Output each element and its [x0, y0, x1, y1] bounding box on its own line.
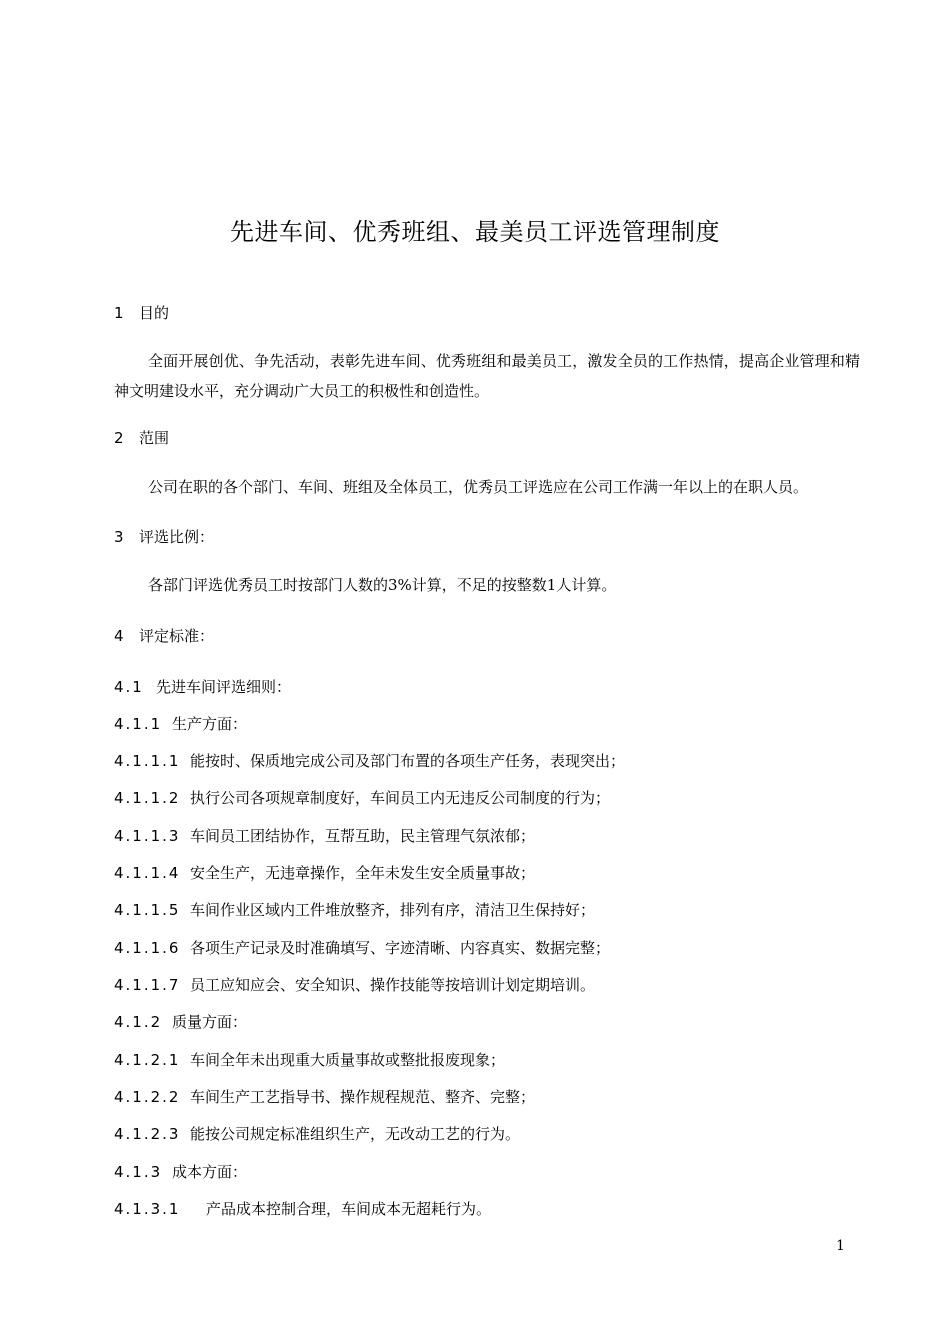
item-number: 4.1.1.3: [114, 827, 181, 845]
item-text: 车间生产工艺指导书、操作规程规范、整齐、完整；: [190, 1088, 536, 1106]
item-text: 质量方面：: [172, 1013, 248, 1031]
list-item: [114, 974, 595, 995]
list-item: [114, 862, 535, 883]
item-number: 4.1.3.1: [114, 1200, 181, 1218]
list-item: [114, 676, 291, 697]
section-1-heading: [114, 302, 169, 323]
item-number: 4.1.2.2: [114, 1088, 181, 1106]
item-text: 产品成本控制合理，车间成本无超耗行为。: [206, 1200, 492, 1218]
item-number: 4.1.2.1: [114, 1051, 181, 1069]
list-item: [114, 713, 247, 734]
list-item: [114, 787, 610, 808]
list-item: [114, 899, 595, 920]
section-3-heading: [114, 526, 214, 547]
section-1-paragraph: 全面开展创优、争先活动，表彰先进车间、优秀班组和最美员工，激发全员的工作热情，提高企业管理和精神文明建设水平，充分调动广大员工的积极性和创造性。: [114, 352, 860, 400]
item-text: 安全生产，无违章操作，全年未发生安全质量事故；: [190, 864, 536, 882]
document-title: 先进车间、优秀班组、最美员工评选管理制度: [230, 218, 720, 246]
page-number: 1: [836, 1238, 845, 1254]
item-number: 4.1.1.1: [114, 752, 181, 770]
item-number: 4.1.1.7: [114, 976, 181, 994]
item-number: 4.1.1.6: [114, 939, 181, 957]
list-item: [114, 937, 610, 958]
section-label: 评定标准：: [139, 627, 215, 645]
list-item: [114, 1198, 491, 1219]
item-text: 成本方面：: [172, 1163, 248, 1181]
item-text: 车间全年未出现重大质量事故或整批报废现象；: [190, 1051, 506, 1069]
item-number: 4.1.1.2: [114, 789, 181, 807]
list-item: [114, 750, 625, 771]
item-text: 执行公司各项规章制度好，车间员工内无违反公司制度的行为；: [190, 789, 611, 807]
item-text: 员工应知应会、安全知识、操作技能等按培训计划定期培训。: [190, 976, 596, 994]
item-number: 4.1.3: [114, 1163, 163, 1181]
item-text: 能按时、保质地完成公司及部门布置的各项生产任务，表现突出；: [190, 752, 626, 770]
list-item: [114, 825, 535, 846]
section-label: 评选比例：: [139, 528, 215, 546]
list-item: [114, 1086, 535, 1107]
list-item: [114, 1011, 247, 1032]
item-text: 车间员工团结协作，互帮互助，民主管理气氛浓郁；: [190, 827, 536, 845]
list-item: [114, 1161, 247, 1182]
item-number: 4.1.1: [114, 715, 163, 733]
item-number: 4.1.1.5: [114, 901, 181, 919]
section-2-heading: [114, 427, 169, 448]
item-text: 车间作业区域内工件堆放整齐，排列有序，清洁卫生保持好；: [190, 901, 596, 919]
section-4-heading: [114, 625, 214, 646]
item-text: 能按公司规定标准组织生产，无改动工艺的行为。: [190, 1125, 521, 1143]
section-number: 2: [114, 429, 126, 447]
section-label: 范围: [139, 429, 170, 447]
section-3-paragraph: 各部门评选优秀员工时按部门人数的3%计算，不足的按整数1人计算。: [148, 576, 617, 594]
item-number: 4.1: [114, 678, 144, 696]
section-number: 4: [114, 627, 126, 645]
item-text: 先进车间评选细则：: [156, 678, 292, 696]
section-2-paragraph: 公司在职的各个部门、车间、班组及全体员工，优秀员工评选应在公司工作满一年以上的在职人员。: [148, 478, 809, 496]
section-label: 目的: [139, 304, 170, 322]
list-item: [114, 1123, 520, 1144]
section-number: 3: [114, 528, 126, 546]
item-number: 4.1.2: [114, 1013, 163, 1031]
item-text: 生产方面：: [172, 715, 248, 733]
item-number: 4.1.1.4: [114, 864, 181, 882]
list-item: [114, 1049, 505, 1070]
item-text: 各项生产记录及时准确填写、字迹清晰、内容真实、数据完整；: [190, 939, 611, 957]
section-number: 1: [114, 304, 126, 322]
item-number: 4.1.2.3: [114, 1125, 181, 1143]
